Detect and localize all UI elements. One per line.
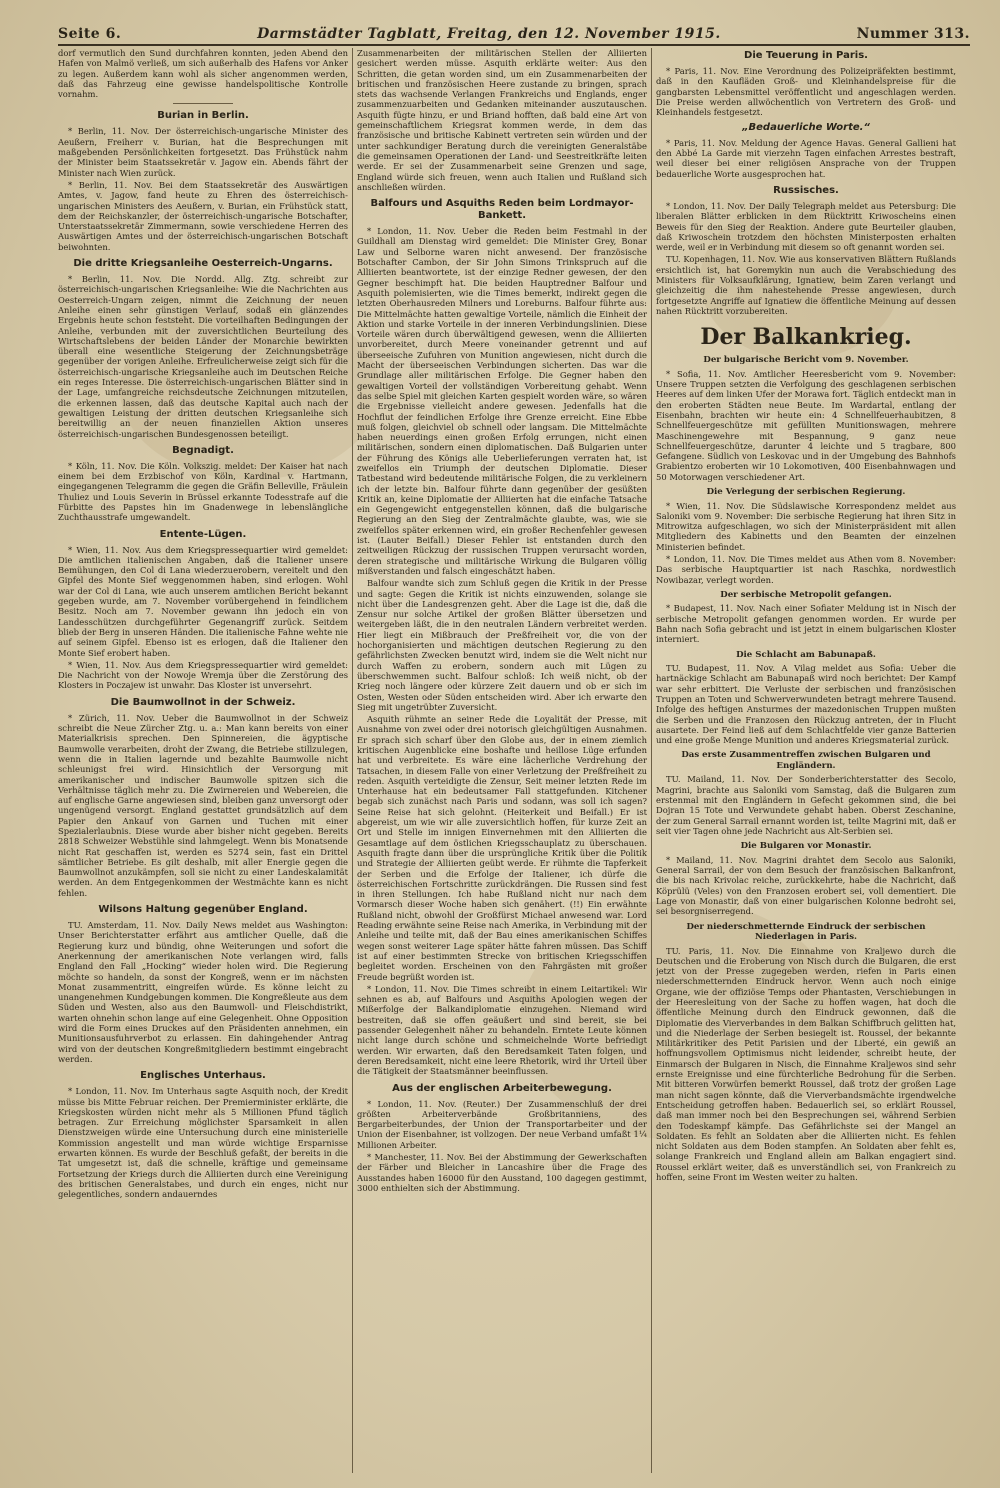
article-paragraph: * Wien, 11. Nov. Aus dem Kriegspressequartier wird gemeldet: Die Nachricht von der Nowoje Wremja über die Zerstörung des Klosters in Poczajew ist unwahr. Das Kloster ist unversehrt. [58, 659, 348, 691]
page-masthead [58, 26, 970, 46]
article-continuation: dorf vermutlich den Sund durchfahren konnten, jeden Abend den Hafen von Malmö verließ, um sich außerhalb des Hafens vor Anker zu legen. Außerdem kann wohl als sicher angenommen werden, daß das Fahrzeug eine gewisse handelspolitische Kontrolle vornahm. [58, 48, 348, 100]
headline-baumwollnot: Die Baumwollnot in der Schweiz. [110, 696, 296, 708]
column-2 [357, 48, 647, 1473]
issue-number: Nummer 313. [856, 26, 970, 42]
article-paragraph: TU. Paris, 11. Nov. Die Einnahme von Kraljewo durch die Deutschen und die Eroberung von Nisch durch die Bulgaren, die erst jetzt von der Presse zugegeben werden, riefen in Paris einen niederschmetternden Eindruck hervor. Wenn auch noch einige Organe, wie der offiziöse Temps oder Phantasten, Verschiebungen in der Heeresleitung von der Sache zu hoffen wagen, hat doch die öffentliche Meinung durch den Eindruck gewonnen, daß die Diplomatie des Vierverbandes in dem Balkan Schiffbruch gelitten hat, und die Niederlage der Serben besiegelt ist. Roussel, der bekannte Militärkritiker des Petit Parisien und der Liberté, ein gewiß an hoffnungsvollem Optimismus nicht leidender, schreibt heute, der Einmarsch der Bulgaren in Nisch, die Einnahme Kraljewos sind sehr ernste Ereignisse und eine fürchterliche Bedrohung für die Serben. Mit bitteren Vorwürfen bemerkt Roussel, daß trotz der großen Lage man nicht sagen könnte, daß die Vierverbandsmächte irgendwelche Entscheidung getroffen haben. Bedauerlich sei, so erklärt Roussel, daß man immer noch bei den Besprechungen sei, während Serbien den Todeskampf kämpfe. Das Gefährlichste sei der Mangel an Soldaten. Es fehlt an Soldaten aber die Alliierten nicht. Es fehlen nicht Soldaten aus dem Boden stampfen. An Soldaten aber fehlt es, solange Frankreich und England allein am Balkan engagiert sind. Roussel erklärt weiter, daß es unverständlich sei, von Frankreich zu hoffen, seine Front im Westen weiter zu halten. [656, 945, 956, 1183]
column-1 [58, 48, 348, 1473]
headline-wilson: Wilsons Haltung gegenüber England. [98, 904, 308, 916]
article-paragraph: TU. Kopenhagen, 11. Nov. Wie aus konservativen Blättern Rußlands ersichtlich ist, hat Goremykin nun auch die Verabschiedung des Ministers für Volksaufklärung, Ignatiew, beim Zaren verlangt und gleichzeitig die ihm nahestehende Presse angewiesen, durch fortgesetzte Angriffe auf Ignatiew die öffentliche Meinung auf dessen nahen Rücktritt vorzubereiten. [656, 254, 956, 316]
headline-balkankrieg: Der Balkankrieg. [700, 324, 912, 351]
article-paragraph: * London, 11. Nov. Der Daily Telegraph meldet aus Petersburg: Die liberalen Blätter erblicken in dem Rücktritt Kriwoscheins einen Beweis für den Sieg der Reaktion. Andere gute Beurteiler glauben, daß Kriwoschein trotzdem den höchsten Ministerposten erhalten werde, weil er in Verbindung mit diesem so oft genannt worden sei. [656, 200, 956, 253]
article-paragraph: TU. Mailand, 11. Nov. Der Sonderberichterstatter des Secolo, Magrini, brachte aus Saloniki vom Samstag, daß die Bulgaren zum erstenmal mit den Engländern in Gefecht gekommen sind, die bei Dojran 15 Tote und Verwundete gehabt haben. Oberst Zeschanine, der zum General Sarrail ernannt worden ist, teilte Magrini mit, daß er seit vier Tagen ohne jede Nachricht aus Alt-Serbien sei. [656, 774, 956, 836]
headline-russisches: Russisches. [773, 184, 839, 196]
subhead-metropolit: Der serbische Metropolit gefangen. [720, 589, 892, 600]
article-continuation: Zusammenarbeiten der militärischen Stellen der Alliierten gesichert werden müsse. Asquith erklärte weiter: Aus den Schritten, die getan worden sind, um ein Zusammenarbeiten der britischen und französischen Heere zustande zu bringen, sprach stets das wachsende Verlangen Frankreichs und Englands, enger zusammenzuarbeiten und Gedanken miteinander auszutauschen. Asquith fügte hinzu, er und Briand hofften, daß bald eine Art von gemeinschaftlichem Kriegsrat kommen werde, in dem das französische und britische Kabinett vertreten sein würden und der unter sachkundiger Beratung durch die vereinigten Generalstäbe die gemeinsamen Operationen der Land- und Seestreitkräfte leiten werde. Er sei der Zusammenarbeit seine Grenzen und sage, England würde sich freuen, wenn auch Italien und Rußland sich anschließen würden. [357, 48, 647, 192]
article-paragraph: * Sofia, 11. Nov. Amtlicher Heeresbericht vom 9. November: Unsere Truppen setzten die Verfolgung des geschlagenen serbischen Heeres auf dem linken Ufer der Morawa fort. Täglich entdeckt man in den eroberten Städten neue Beute. Im Wardartal, entlang der Eisenbahn, brachten wir heute ein: 4 Schnellfeuerhaubitzen, 8 Schnellfeuergeschütze mit gefüllten Munitionswagen, mehrere Maschinengewehre mit Bespannung, 9 ganz neue Schnellfeuergeschütze, darunter 4 leichte und 5 tragbare, 800 Gefangene. Südlich von Leskovac und in der Umgebung des Bahnhofs Grabientzo eroberten wir 10 Lokomotiven, 400 Eisenbahnwagen und 50 Motorwagen verschiedener Art. [656, 368, 956, 482]
headline-bedauerliche-worte: „Bedauerliche Worte.“ [742, 122, 870, 134]
subhead-monastir: Die Bulgaren vor Monastir. [740, 841, 872, 852]
headline-entente: Entente-Lügen. [159, 528, 247, 540]
headline-teuerung: Die Teuerung in Paris. [744, 50, 868, 61]
separator [173, 103, 233, 104]
article-paragraph: * Berlin, 11. Nov. Die Nordd. Allg. Ztg. schreibt zur österreichisch-ungarischen Kriegsanleihe: Wie die Nachrichten aus Oesterreich-Ungarn zeigen, nimmt die Zeichnung der neuen Anleihe einen sehr günstigen Verlauf, sodaß ein glänzendes Ergebnis heute schon feststeht. Die vorteilhaften Bedingungen der Anleihe, verbunden mit der zuversichtlichen Beurteilung des Wirtschaftslebens der beiden Länder der Monarchie bewirkten überall eine wesentliche Steigerung der Zeichnungsbeträge gegenüber der vorigen Anleihe. Erfreulicherweise zeigt sich für die österreichisch-ungarische Kriegsanleihe auch im Deutschen Reiche ein reges Interesse. Die österreichisch-ungarischen Blätter sind in der Lage, umfangreiche reichsdeutsche Zeichnungen mitzuteilen, die erkennen lassen, daß das deutsche Kapital auch nach der gewaltigen Leistung der dritten deutschen Kriegsanleihe sich bereitwillig an der neuen finanziellen Aktion unseres österreichisch-ungarischen Bundesgenossen beteiligt. [58, 274, 348, 439]
newspaper-title-date: Darmstädter Tagblatt, Freitag, den 12. November 1915. [257, 26, 721, 42]
article-paragraph: * Wien, 11. Nov. Die Südslawische Korrespondenz meldet aus Saloniki vom 9. November: Die serbische Regierung hat ihren Sitz in Mitrowitza aufgeschlagen, wo sich der Ministerpräsident mit allen Mitgliedern des Kabinetts und den Beamten der einzelnen Ministerien befindet. [656, 500, 956, 552]
article-paragraph: * London, 11. Nov. Im Unterhaus sagte Asquith noch, der Kredit müsse bis Mitte Februar reichen. Der Premierminister erklärte, die Kriegskosten würden nicht mehr als 5 Millionen Pfund täglich betragen. Zur Erreichung möglichster Sparsamkeit in allen Dienstzweigen würde eine Untersuchung durch eine ministerielle Kommission angestellt und man würde wichtige Ersparnisse erwarten können. Es wurde der Beschluß gefaßt, der bereits in die Tat umgesetzt ist, daß die schnelle, kräftige und gemeinsame Fortsetzung der Kriegs durch die Alliierten durch eine Vereinigung des britischen Generalstabes, und durch ein enges, nicht nur gelegentliches, sondern andauerndes [58, 1086, 348, 1200]
headline-arbeiterbewegung: Aus der englischen Arbeiterbewegung. [392, 1082, 612, 1094]
article-paragraph: * Köln, 11. Nov. Die Köln. Volkszig. meldet: Der Kaiser hat nach einem bei dem Erzbischof von Köln, Kardinal v. Hartmann, eingegangenen Telegramm die gegen die Gräfin Belleville, Fräulein Thuliez und Louis Severin in Brüssel erkannte Todesstrafe auf die Fürbitte des Papstes hin im Gnadenwege in lebenslängliche Zuchthausstrafe umgewandelt. [58, 460, 348, 523]
subhead-babunapass: Die Schlacht am Babunapaß. [736, 649, 876, 660]
article-paragraph: * London, 11. Nov. Ueber die Reden beim Festmahl in der Guildhall am Dienstag wird gemeldet: Die Minister Grey, Bonar Law und Selborne waren nicht anwesend. Der französische Botschafter Cambon, der Sir John Simons Trinkspruch auf die Alliierten beantwortete, ist der einzige Redner gewesen, der den Gegner beschimpft hat. Die beiden Hauptredner Balfour und Asquith polemisierten, wie die Times bemerkt, indirekt gegen die letzten Oberhausreden Milners und Loreburns. Balfour führte aus: Die Mittelmächte hatten gewaltige Vorteile, nämlich die Einheit der Aktion und starke Vorteile in der inneren Verbindungslinien. Diese Vorteile wären durch überwältigend gewesen, wenn die Alliierten unvorbereitet, durch Meere voneinander getrennt und auf überseeische Zufuhren von Munition angewiesen, nicht durch die Macht der überseeischen Verbindungen sicherten. Das war die Grundlage aller militärischen Erfolge. Die Gegner haben den gewaltigen Vorteil der vollständigen Vorbereitung gehabt. Wenn das selbe Spiel mit gleichen Karten gespielt worden wäre, so wären die Ergebnisse vielleicht andere gewesen. Jedenfalls hat die Hochflut der feindlichen Erfolge ihre Grenze erreicht. Eine Ebbe muß folgen, gleichviel ob schnell oder langsam. Die Mittelmächte haben neuerdings einen großen Erfolg errungen, nicht einen militärischen, sondern einen diplomatischen. Daß Bulgarien unter der Führung des Königs alle Ueberlieferungen verraten hat, ist zweifellos ein Triumph der deutschen Diplomatie. Dieser Tatbestand wird bedeutende militärische Folgen, die zu verkleinern ich der letzte bin. Balfour führte dann gegenüber der gesüßten Kritik an, keine Diplomatie der Alliierten hat die einfache Tatsache ein Gegengewicht entgegenstellen können, daß die bulgarische Regierung an den Sieg der Zentralmächte glaubte, was, wie sie zweifellos später erkennen wird, ein großer Rechenfehler gewesen ist. (Lauter Beifall.) Dieser Fehler ist entstanden durch den zeitweiligen Rückzug der russischen Truppen verursacht worden, deren strategische und militärische Wirkung die Bulgaren völlig mißverstanden und falsch eingeschätzt haben. [357, 226, 647, 576]
article-paragraph: * Wien, 11. Nov. Aus dem Kriegspressequartier wird gemeldet: Die amtlichen italienischen Angaben, daß die Italiener unsere Bemühungen, den Col di Lana wiederzuerobern, vereitelt und den Gipfel des Monte Sief weggenommen haben, sind erlogen. Wohl war der Col di Lana, wie auch unserem amtlichen Bericht bekannt gegeben wurde, am 7. November vorübergehend in feindlichem Besitz. Noch am 7. November gewann ihn jedoch ein von Landesschützen durchgeführter Gegenangriff zurück. Seitdem blieb der Berg in unseren Händen. Die italienische Fahne wehte nie auf seinem Gipfel. Ebenso ist es erlogen, daß die Italiener den Monte Sief erobert haben. [58, 544, 348, 658]
article-paragraph: * Berlin, 11. Nov. Bei dem Staatssekretär des Auswärtigen Amtes, v. Jagow, fand heute zu Ehren des österreichisch-ungarischen Ministers des Aeußern, v. Burian, ein Frühstück statt, dem der Reichskanzler, der österreichisch-ungarische Botschafter, Unterstaatssekretär Zimmermann, sowie verschiedene Herren des Auswärtigen Amtes und der österreichisch-ungarischen Botschaft beiwohnten. [58, 179, 348, 252]
column-3 [656, 48, 956, 1473]
headline-unterhaus: Englisches Unterhaus. [140, 1070, 266, 1082]
article-paragraph: * London, 11. Nov. Die Times schreibt in einem Leitartikel: Wir sehnen es ab, auf Balfours und Asquiths Apologien wegen der Mißerfolge der Balkandiplomatie einzugehen. Niemand wird bestreiten, daß sie offen geäußert und sind bereit, sie bei passender Gelegenheit näher zu behandeln. Erntete Leute können nicht lange durch schöne und schmeichelnde Worte befriedigt werden. Wir erwarten, daß den Beredsamkeit Taten folgen, und deren Beredsamkeit, nicht eine leere Rhetorik, wird ihr Urteil über die Tätigkeit der Staatsmänner beeinflussen. [357, 983, 647, 1077]
article-paragraph: * Paris, 11. Nov. Meldung der Agence Havas. General Gallieni hat den Abbé La Garde mit vierzehn Tagen einfachen Arrestes bestraft, weil dieser bei einer religiösen Ansprache von der Truppen bedauerliche Worte ausgesprochen hat. [656, 137, 956, 179]
article-paragraph: * Manchester, 11. Nov. Bei der Abstimmung der Gewerkschaften der Färber und Bleicher in Lancashire über die Frage des Ausstandes haben 16000 für den Ausstand, 100 dagegen gestimmt, 3000 enthielten sich der Abstimmung. [357, 1151, 647, 1193]
headline-burian: Burian in Berlin. [157, 110, 249, 122]
article-paragraph: Balfour wandte sich zum Schluß gegen die Kritik in der Presse und sagte: Gegen die Kritik ist nichts einzuwenden, solange sie nicht über die Landesgrenzen geht. Aber die Lage ist die, daß die Zensur nur solche Artikel der großen Blätter übersetzen und weitergeben läßt, die in den neutralen Ländern verbreitet werden. Hier liegt ein Mißbrauch der Preßfreiheit vor, die von der hochorganisierten und mächtigen deutschen Regierung zu den gefährlichsten Zwecken benutzt wird, indem sie die Welt nicht nur durch Waffen zu erobern, sondern auch mit Lügen zu überschwemmen sucht. Balfour schloß: Ich weiß nicht, ob der Krieg noch längere oder kürzere Zeit dauern und ob er sich im Osten, Westen oder Süden entscheiden wird. Aber ich erwarte den Sieg mit ungetrübter Zuversicht. [357, 578, 647, 712]
subhead-verlegung: Die Verlegung der serbischen Regierung. [706, 487, 906, 497]
article-paragraph: TU. Budapest, 11. Nov. A Vilag meldet aus Sofia: Ueber die hartnäckige Schlacht am Babunapaß wird noch berichtet: Der Kampf war sehr erbittert. Die Verluste der serbischen und französischen Truppen an Toten und Schwerverwundeten betragt mehrere Tausend. Infolge des heftigen Ansturmes der mazedonischen Truppen mußten die Serben und die Franzosen den Rückzug antreten, der in Flucht ausartete. Der Feind ließ auf dem Schlachtfelde vier ganze Batterien und eine große Menge Munition und anderes Kriegsmaterial zurück. [656, 663, 956, 746]
article-paragraph: * Mailand, 11. Nov. Magrini drahtet dem Secolo aus Saloniki, General Sarrail, der von dem Besuch der französischen Balkanfront, die bis nach Krivolac reiche, zurückkehrte, habe die Nachricht, daß Köprülü (Veles) von den Franzosen erobert sei, voll dementiert. Die Lage von Monastir, daß von einer bulgarischen Kolonne bedroht sei, sei besorgniserregend. [656, 854, 956, 917]
headline-kriegsanleihe: Die dritte Kriegsanleihe Oesterreich-Ungarns. [73, 258, 333, 270]
article-paragraph: * London, 11. Nov. Die Times meldet aus Athen vom 8. November: Das serbische Hauptquartier ist nach Raschka, nordwestlich Nowibazar, verlegt worden. [656, 553, 956, 585]
headline-begnadigt: Begnadigt. [172, 444, 234, 456]
masthead-rule [58, 44, 970, 46]
article-paragraph: * Paris, 11. Nov. Eine Verordnung des Polizeipräfekten bestimmt, daß in den Kaufläden Groß- und Kleinhandelspreise für die gangbarsten Lebensmittel veröffentlicht und angeschlagen werden. Die Preise werden allwöchentlich von Vertretern des Groß- und Kleinhandels festgesetzt. [656, 66, 956, 118]
page-number: Seite 6. [58, 26, 122, 42]
article-paragraph: Asquith rühmte an seiner Rede die Loyalität der Presse, mit Ausnahme von zwei oder drei notorisch gleichgültigen Ausnahmen. Er sprach sich scharf über den Globe aus, der in einem ziemlich kritischen Augenblicke eine boshafte und heillose Lüge erfunden hat und verbreitete. Es wäre eine lächerliche Verdrehung der Tatsachen, in diesem Falle von einer Verletzung der Preßfreiheit zu reden. Asquith verteidigte die Zensur, Seit meiner letzten Rede im Unterhause hat ein bedeutsamer Fall stattgefunden. Kitchener begab sich zunächst nach Paris und sodann, was soll ich sagen? Seine Reise hat sich gelohnt. (Heiterkeit und Beifall.) Er ist abgereist, um wie wir alle zuversichtlich hoffen, für kurze Zeit an Ort und Stelle im innigen Einvernehmen mit den Alliierten die Gesamtlage auf dem östlichen Kriegsschauplatz zu überschauen. Asquith fragte dann über die ursprüngliche Kritik über die Politik und Strategie der Alliierten geübt werde. Er rühmte die Tapferkeit der Serben und die Erfolge der Italiener, ich dürfe die österreichischen Fortschritte zurückdrängen. Die Russen sind fest in ihren Stellungen. Ich habe Rußland nicht nur nach dem Vormarsch dieser Woche haben sich genähert. (!!) Ein erwähnte Rußland nicht, obwohl der Großfürst Michael anwesend war. Lord Reading erwähnte seine Reise nach Amerika, in Verbindung mit der Anleihe und teilte mit, daß der Bau eines amerikanischen Schiffes wegen sonst weiterer Lage später hätte fahren müssen. Das Schiff ist auf einer bestimmten Strecke von britischen Kriegsschiffen begleitet worden. Erscheinen von den Fahrgästen mit großer Freude begrüßt worden ist. [357, 714, 647, 982]
article-paragraph: TU. Amsterdam, 11. Nov. Daily News meldet aus Washington: Unser Berichterstatter erfährt aus amtlicher Quelle, daß die Regierung kurz und bündig, ohne Weiterungen und sofort die Anerkennung der amerikanischen Note verlangen wird, falls England den Fall „Hocking“ wieder holen wird. Die Regierung möchte so handeln, da sonst der Kongreß, wenn er im nächsten Monat zusammentritt, eingreifen würde. Es könne leicht zu unangenehmen Kundgebungen kommen. Die Kongreßleute aus dem Süden und Westen, also aus den Baumwoll- und Fleischdistrikt, warten ohnehin schon lange auf eine Gelegenheit. Ohne Opposition wird die Form eines Druckes auf den Präsidenten annehmen, ein Munitionsausfuhrverbot zu erlassen. Ein dahingehender Antrag wird von der deutschen Kongreßmitgliedern bestimmt eingebracht werden. [58, 920, 348, 1064]
subhead-eindruck-paris: Der niederschmetternde Eindruck der serbischen Niederlagen in Paris. [686, 921, 926, 942]
article-paragraph: * Budapest, 11. Nov. Nach einer Sofiater Meldung ist in Nisch der serbische Metropolit gefangen genommen worden. Er wurde per Bahn nach Sofia gebracht und ist jetzt in einem bulgarischen Kloster interniert. [656, 603, 956, 645]
column-divider [352, 48, 353, 1473]
article-paragraph: * London, 11. Nov. (Reuter.) Der Zusammenschluß der drei größten Arbeiterverbände Großbritanniens, des Bergarbeiterbundes, der Union der Transportarbeiter und der Union der Eisenbahner, ist vollzogen. Der neue Verband umfaßt 1¼ Millionen Arbeiter. [357, 1098, 647, 1150]
column-divider [651, 48, 652, 1473]
article-paragraph: * Zürich, 11. Nov. Ueber die Baumwollnot in der Schweiz schreibt die Neue Zürcher Ztg. u. a.: Man kann bereits von einer Materialkrisis sprechen. Den Spinnereien, die ägyptische Baumwolle verarbeiten, droht der Zwang, die Betriebe stillzulegen, wenn die in Italien lagernde und bezahlte Baumwolle nicht schleunigst frei wird. Hinsichtlich der Versorgung mit amerikanischer und indischer Baumwolle spitzen sich die Verhältnisse täglich mehr zu. Die Zwirnereien und Webereien, die auf englische Garne angewiesen sind, bleiben ganz unversorgt oder ungenügend versorgt. England gestattet grundsätzlich auf dem Papier den Ankauf von Garnen und Tuchen mit einer Spezialerlaubnis. Diese wurde aber bisher nicht gegeben. Bereits 2818 Schweizer Webstühle sind lahmgelegt. Wenn bis Monatsende nicht Rat geschaffen ist, werden es 5274 sein, fast ein Drittel sämtlicher Betriebe. Es gilt deshalb, mit aller Energie gegen die Baumwollnot anzukämpfen, soll sie nicht zu einer Landeskalamität werden. An dem Entgegenkommen der Westmächte kann es nicht fehlen. [58, 712, 348, 898]
subhead-zusammentreffen: Das erste Zusammentreffen zwischen Bulgaren und Engländern. [681, 750, 931, 771]
headline-balfour: Balfours und Asquiths Reden beim Lordmayor-Bankett. [370, 198, 634, 222]
article-paragraph: * Berlin, 11. Nov. Der österreichisch-ungarische Minister des Aeußern, Freiherr v. Burian, hat die Besprechungen mit maßgebenden Persönlichkeiten fortgesetzt. Das Frühstück nahm der Minister beim Staatssekretär v. Jagow ein. Abends fährt der Minister nach Wien zurück. [58, 126, 348, 178]
subhead-bulgarischer-bericht: Der bulgarische Bericht vom 9. November. [703, 355, 909, 366]
